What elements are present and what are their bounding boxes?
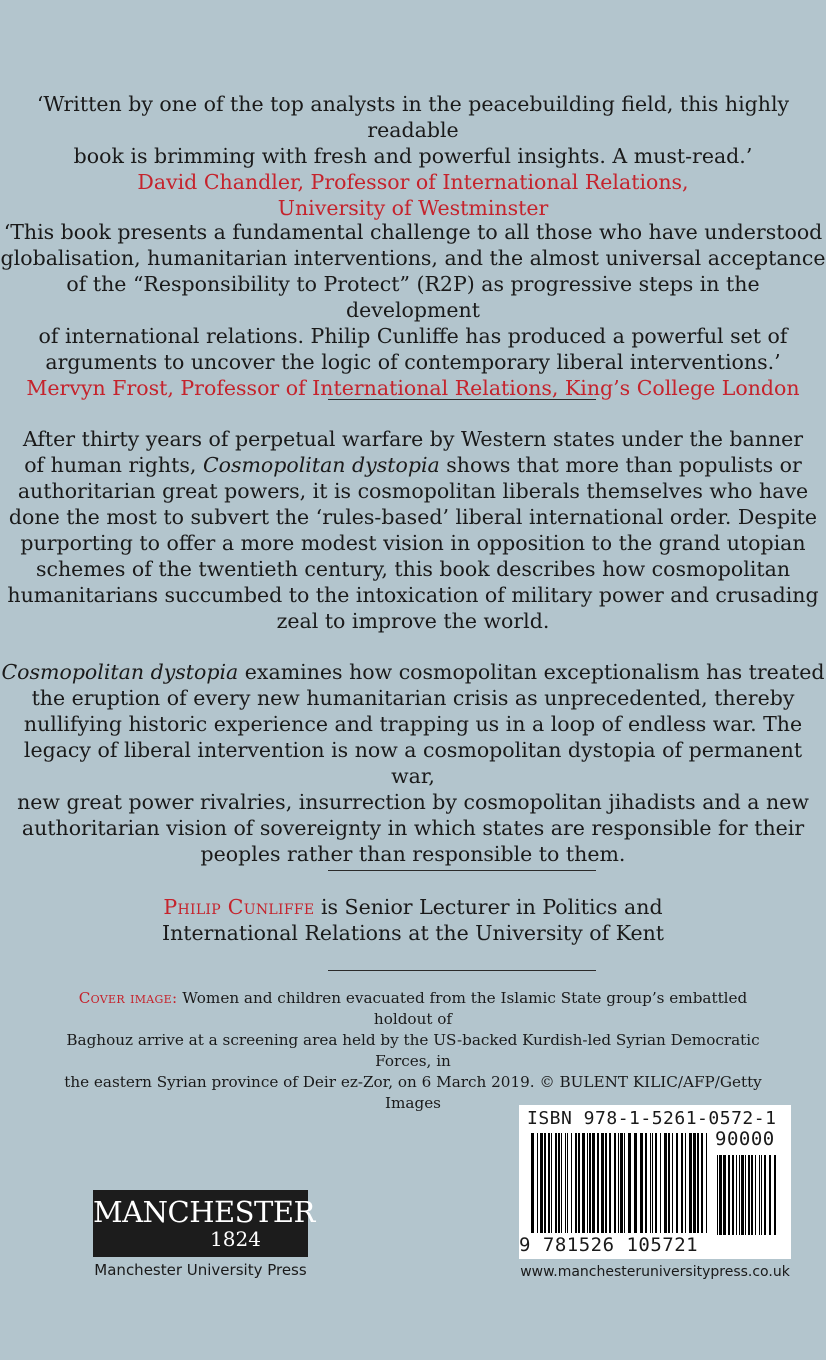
barcode-bar [540, 1133, 543, 1233]
ean-digits: 9 781526 105721 [519, 1234, 699, 1256]
barcode-bar [736, 1155, 737, 1235]
barcode-bar [589, 1133, 591, 1233]
barcode-bar [561, 1133, 562, 1233]
barcode-bar [681, 1133, 683, 1233]
barcode-bar [685, 1133, 686, 1233]
barcode-bar [618, 1133, 619, 1233]
author-name: Philip Cunliffe [163, 895, 315, 919]
barcode-bar [774, 1155, 776, 1235]
barcode-bar [575, 1133, 577, 1233]
barcode-bar [652, 1133, 653, 1233]
barcode-bar [548, 1133, 550, 1233]
barcode-bar [614, 1133, 616, 1233]
description-line: nullifying historic experience and trapping us in a loop of endless war. The [23, 712, 803, 736]
barcode-bar [764, 1155, 766, 1235]
publisher-name: Manchester University Press [94, 1261, 307, 1279]
description-line: done the most to subvert the ‘rules-based’ liberal international order. Despite [8, 505, 818, 529]
barcode-bar [676, 1133, 678, 1233]
barcode-bar [578, 1133, 580, 1233]
description-line: peoples rather than responsible to them. [200, 842, 626, 866]
barcode-bar [624, 1133, 625, 1233]
barcode-bar [650, 1133, 651, 1233]
cover-credit-line [60, 988, 766, 1030]
description-line: authoritarian vision of sovereignty in which states are responsible for their [21, 816, 805, 840]
publisher-website: www.manchesteruniversitypress.co.uk [520, 1264, 790, 1280]
description-paragraph-2 [0, 659, 826, 867]
barcode-bar [660, 1133, 661, 1233]
quote-2-line: globalisation, humanitarian interventions, and the almost universal acceptance [0, 246, 826, 270]
barcode-bar [609, 1133, 611, 1233]
barcode-bar [544, 1133, 546, 1233]
barcode-bar [701, 1133, 703, 1233]
barcode-bar [620, 1133, 623, 1233]
description-line [0, 452, 826, 478]
author-bio-text: is Senior Lecturer in Politics and [314, 895, 663, 919]
barcode-bar [755, 1155, 756, 1235]
cover-credit-text: Women and children evacuated from the Islamic State group’s embattled holdout of [177, 989, 748, 1028]
barcode-bar [531, 1133, 534, 1233]
quote-2-attribution: Mervyn Frost, Professor of International Relations, King’s College London [26, 376, 800, 400]
barcode-bar [565, 1133, 566, 1233]
barcode-bar [761, 1155, 762, 1235]
barcode-bar [664, 1133, 667, 1233]
cover-credit-label: Cover image: [78, 989, 178, 1007]
barcode-bar [592, 1133, 595, 1233]
description-line: the eruption of every new humanitarian crisis as unprecedented, thereby [31, 686, 795, 710]
quote-1-line: book is brimming with fresh and powerful insights. A must-read.’ [73, 144, 753, 168]
description-line: schemes of the twentieth century, this book describes how cosmopolitan [35, 557, 791, 581]
quote-1-line: ‘Written by one of the top analysts in the peacebuilding field, this highly readable [36, 92, 790, 142]
cover-credit-line: Baghouz arrive at a screening area held by the US-backed Kurdish-led Syrian Democratic Forces, in [66, 1031, 760, 1070]
divider-1 [328, 399, 596, 400]
barcode-bar [732, 1155, 734, 1235]
barcode-bar [697, 1133, 699, 1233]
barcode-bar [601, 1133, 604, 1233]
quote-1-attribution: David Chandler, Professor of International Relations, [137, 170, 689, 194]
cover-credit-line: the eastern Syrian province of Deir ez-Zor, on 6 March 2019. © BULENT KILIC/AFP/Getty Images [64, 1073, 762, 1112]
barcode-bar [693, 1133, 696, 1233]
description-text: examines how cosmopolitan exceptionalism has treated [238, 660, 825, 684]
barcode-bar [723, 1155, 726, 1235]
description-line: new great power rivalries, insurrection by cosmopolitan jihadists and a new [17, 790, 809, 814]
barcode-bar [769, 1155, 771, 1235]
author-bio-line [0, 894, 826, 920]
quote-2-line: arguments to uncover the logic of contemporary liberal interventions.’ [45, 350, 781, 374]
description-paragraph-1 [0, 426, 826, 634]
isbn-barcode [519, 1105, 791, 1259]
barcode-bar [645, 1133, 647, 1233]
quote-2 [0, 219, 826, 401]
author-bio-line: International Relations at the University of Kent [161, 921, 665, 945]
publisher-logo [93, 1190, 315, 1257]
logo-name: MANCHESTER [93, 1195, 315, 1229]
barcode-bar [597, 1133, 599, 1233]
addon-barcode-bars [717, 1155, 781, 1237]
barcode-bar [739, 1155, 740, 1235]
barcode-bar [634, 1133, 637, 1233]
isbn-text: ISBN 978-1-5261-0572-1 [527, 1108, 777, 1129]
barcode-bar [655, 1133, 657, 1233]
barcode-bar [717, 1155, 718, 1235]
quote-1 [0, 91, 826, 221]
barcode-bar [759, 1155, 760, 1235]
logo-year: 1824 [210, 1227, 261, 1251]
divider-2 [328, 870, 596, 871]
quote-2-line: of the “Responsibility to Protect” (R2P) as progressive steps in the development [66, 272, 760, 322]
barcode-bar [745, 1155, 746, 1235]
barcode-bar [582, 1133, 585, 1233]
barcode-bar [741, 1155, 744, 1235]
quote-1-attribution: University of Westminster [277, 196, 549, 220]
barcode-bar [551, 1133, 552, 1233]
ean-barcode-bars [531, 1133, 711, 1237]
divider-3 [328, 970, 596, 971]
quote-2-line: of international relations. Philip Cunliffe has produced a powerful set of [38, 324, 788, 348]
barcode-bar [748, 1155, 750, 1235]
book-title-italic: Cosmopolitan dystopia [202, 453, 440, 477]
barcode-bar [668, 1133, 670, 1233]
description-text: shows that more than populists or [439, 453, 802, 477]
description-line [0, 659, 826, 685]
description-line: legacy of liberal intervention is now a cosmopolitan dystopia of permanent war, [23, 738, 803, 788]
barcode-bar [587, 1133, 588, 1233]
description-line: humanitarians succumbed to the intoxication of military power and crusading [7, 583, 819, 607]
barcode-bar [537, 1133, 538, 1233]
barcode-bar [571, 1133, 572, 1233]
author-bio [0, 894, 826, 946]
barcode-bar [706, 1133, 707, 1233]
addon-digits: 90000 [715, 1128, 775, 1150]
barcode-bar [555, 1133, 557, 1233]
description-line: zeal to improve the world. [276, 609, 550, 633]
description-text: of human rights, [24, 453, 203, 477]
barcode-bar [728, 1155, 730, 1235]
barcode-bar [719, 1155, 722, 1235]
barcode-bar [558, 1133, 560, 1233]
description-line: purporting to offer a more modest vision in opposition to the grand utopian [20, 531, 806, 555]
book-title-italic: Cosmopolitan dystopia [1, 660, 239, 684]
description-line: After thirty years of perpetual warfare by Western states under the banner [22, 427, 804, 451]
barcode-bar [689, 1133, 692, 1233]
description-line: authoritarian great powers, it is cosmopolitan liberals themselves who have [17, 479, 809, 503]
quote-2-line: ‘This book presents a fundamental challenge to all those who have understood [3, 220, 823, 244]
barcode-bar [672, 1133, 673, 1233]
barcode-bar [751, 1155, 753, 1235]
barcode-bar [605, 1133, 607, 1233]
barcode-bar [628, 1133, 631, 1233]
cover-image-credit [60, 988, 766, 1114]
barcode-bar [640, 1133, 643, 1233]
barcode-bar [567, 1133, 568, 1233]
